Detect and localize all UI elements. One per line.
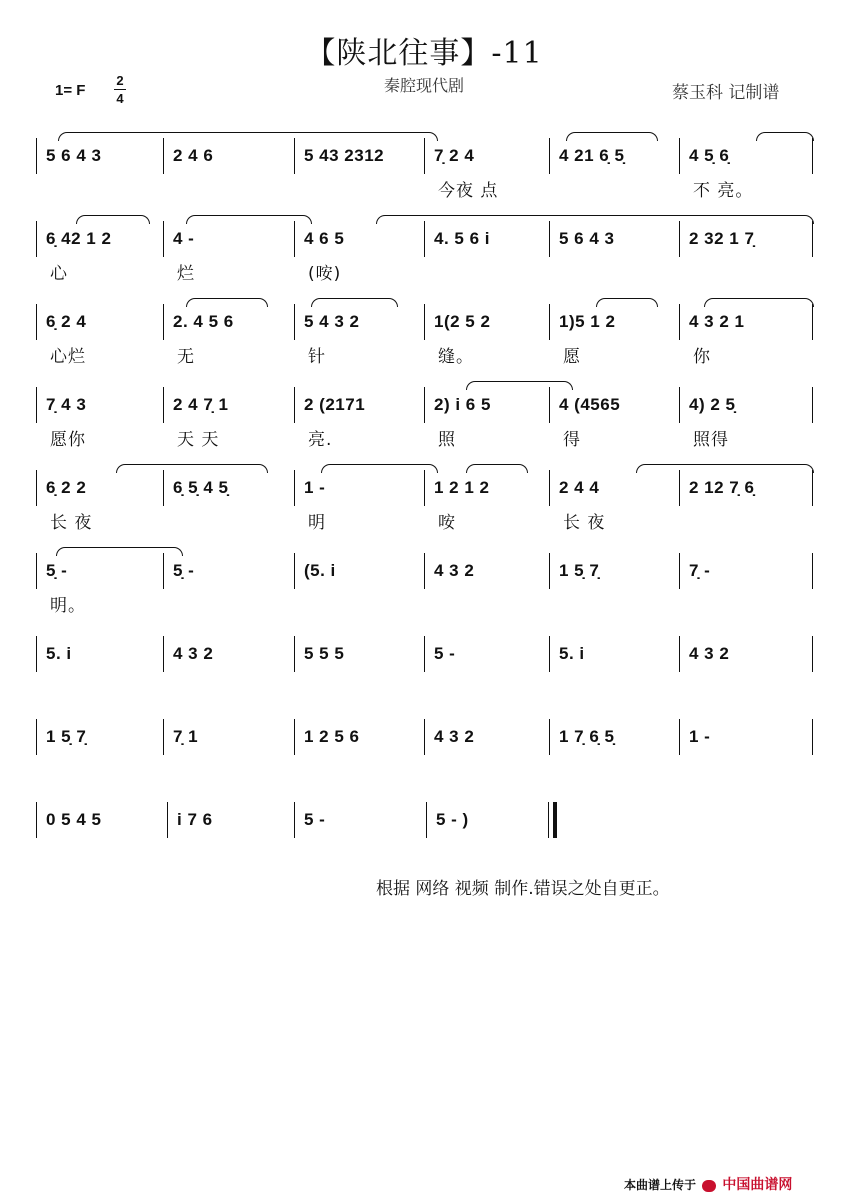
lyric-text: 照 (438, 430, 456, 450)
measure-notes: 4 (4565 (559, 395, 621, 414)
slur-mark (116, 464, 268, 473)
footer-credit (624, 1174, 792, 1194)
barline (36, 636, 37, 672)
time-signature-bottom: 4 (116, 91, 124, 106)
measure-notes: 1 5̣ 7̣ (559, 561, 600, 580)
barline (679, 387, 680, 423)
measure-notes: i 7 6 (177, 810, 213, 829)
lyric-text: 明。 (50, 596, 86, 616)
lyric-text: 今夜 点 (438, 181, 499, 201)
barline (163, 304, 164, 340)
lyric-text: 心烂 (50, 347, 86, 367)
barline (424, 221, 425, 257)
measure-notes: 4 3 2 1 (689, 312, 745, 331)
barline (424, 636, 425, 672)
barline (294, 470, 295, 506)
lyric-text: 明 (308, 513, 326, 533)
measure-notes: 5. i (559, 644, 585, 663)
barline (294, 387, 295, 423)
barline (812, 636, 813, 672)
score-subtitle: 秦腔现代剧 (383, 76, 464, 95)
barline (163, 553, 164, 589)
lyric-text: 得 (563, 430, 581, 450)
barline (679, 470, 680, 506)
measure-notes: 2 4 4 (559, 478, 600, 497)
score-system (36, 304, 816, 367)
barline (679, 719, 680, 755)
barline (548, 802, 549, 838)
barline (36, 719, 37, 755)
measure-notes: 4 3 2 (434, 727, 475, 746)
barline (812, 470, 813, 506)
measure-notes: 5̣ - (46, 561, 68, 580)
site-name: 中国曲谱网 (722, 1177, 793, 1193)
slur-mark (466, 464, 528, 473)
lyric-text: 你 (693, 347, 711, 367)
score-system (36, 553, 816, 616)
measure-notes: 2 32 1 7̣ (689, 229, 755, 248)
slur-mark (321, 464, 438, 473)
lyric-text: 长 夜 (563, 513, 606, 533)
barline (36, 221, 37, 257)
measure-notes: 5̣ - (173, 561, 195, 580)
lyric-text: 心 (50, 264, 68, 284)
measure-notes: 1 - (304, 478, 326, 497)
measure-notes: 4 3 2 (689, 644, 730, 663)
score-system (36, 802, 816, 862)
barline (679, 636, 680, 672)
barline (163, 470, 164, 506)
measure-notes: 5 6 4 3 (46, 146, 102, 165)
barline (294, 221, 295, 257)
lyric-text: 照得 (693, 430, 729, 450)
measure-notes: 1(2 5 2 (434, 312, 491, 331)
measure-notes: 1 7̣ 6̣ 5̣ (559, 727, 615, 746)
lyric-text: 咹 (438, 513, 456, 533)
slur-mark (76, 215, 150, 224)
score-title: 【陕北往事】-11 (305, 36, 543, 71)
score-system (36, 387, 816, 450)
measure-notes: 4) 2 5̣ (689, 395, 736, 414)
barline (163, 138, 164, 174)
barline (549, 387, 550, 423)
composer-credit: 蔡玉科 记制谱 (672, 83, 780, 103)
measure-notes: 7̣ 1 (173, 727, 199, 746)
score-system (36, 138, 816, 201)
barline (36, 802, 37, 838)
measure-notes: 5 6 4 3 (559, 229, 615, 248)
measure-notes: 6̣ 42 1 2 (46, 229, 112, 248)
slur-mark (186, 298, 268, 307)
measure-notes: 1 - (689, 727, 711, 746)
measure-notes: 5 4 3 2 (304, 312, 360, 331)
barline (424, 304, 425, 340)
barline (163, 387, 164, 423)
slur-mark (466, 381, 573, 390)
measure-notes: 4 3 2 (434, 561, 475, 580)
lyric-text: 无 (177, 347, 195, 367)
slur-mark (376, 215, 814, 224)
lyric-text: (咹) (308, 264, 342, 284)
barline (549, 470, 550, 506)
barline (36, 553, 37, 589)
measure-notes: 4 6 5 (304, 229, 345, 248)
lyric-text: 烂 (177, 264, 195, 284)
lyric-text: 亮. (308, 430, 333, 450)
barline (36, 138, 37, 174)
lyric-text: 愿你 (50, 430, 86, 450)
barline (812, 719, 813, 755)
lyric-text: 长 夜 (50, 513, 93, 533)
barline (812, 221, 813, 257)
slur-mark (566, 132, 658, 141)
lyric-text: 愿 (563, 347, 581, 367)
barline (294, 636, 295, 672)
barline (424, 719, 425, 755)
measure-notes: (5. i (304, 561, 336, 580)
measure-notes: 7̣ 2 4 (434, 146, 475, 165)
barline (294, 802, 295, 838)
measure-notes: 5 - ) (436, 810, 469, 829)
measure-notes: 7̣ 4 3 (46, 395, 87, 414)
barline (36, 304, 37, 340)
barline (424, 470, 425, 506)
slur-mark (58, 132, 438, 141)
slur-mark (186, 215, 312, 224)
measure-notes: 4 21 6̣ 5̣ (559, 146, 625, 165)
barline (426, 802, 427, 838)
barline (424, 138, 425, 174)
measure-notes: 1 5̣ 7̣ (46, 727, 87, 746)
barline (812, 387, 813, 423)
site-logo-icon (702, 1180, 716, 1192)
measure-notes: 4 3 2 (173, 644, 214, 663)
barline (549, 553, 550, 589)
final-barline (553, 802, 557, 838)
measure-notes: 6̣ 2 4 (46, 312, 87, 331)
lyric-text: 不 亮。 (693, 181, 754, 201)
footnote: 根据 网络 视频 制作.错误之处自更正。 (376, 879, 670, 899)
barline (679, 553, 680, 589)
measure-notes: 4. 5 6 i (434, 229, 490, 248)
barline (163, 719, 164, 755)
footer-upload-text: 本曲谱上传于 (624, 1178, 697, 1192)
measure-notes: 6̣ 2 2 (46, 478, 87, 497)
measure-notes: 1)5 1 2 (559, 312, 616, 331)
measure-notes: 2 (2171 (304, 395, 366, 414)
measure-notes: 1 2 5 6 (304, 727, 360, 746)
barline (812, 304, 813, 340)
score-system (36, 470, 816, 533)
measure-notes: 5 - (304, 810, 326, 829)
barline (549, 719, 550, 755)
time-signature-top: 2 (116, 73, 124, 88)
measure-notes: 2 12 7̣ 6̣ (689, 478, 755, 497)
measure-notes: 0 5 4 5 (46, 810, 102, 829)
barline (679, 221, 680, 257)
measure-notes: 2 4 7̣ 1 (173, 395, 229, 414)
measure-notes: 2) i 6 5 (434, 395, 491, 414)
barline (163, 221, 164, 257)
slur-mark (311, 298, 398, 307)
barline (679, 138, 680, 174)
slur-mark (756, 132, 814, 141)
barline (294, 304, 295, 340)
barline (36, 470, 37, 506)
barline (424, 553, 425, 589)
lyric-text: 缝。 (438, 347, 474, 367)
barline (167, 802, 168, 838)
measure-notes: 6̣ 5̣ 4 5̣ (173, 478, 229, 497)
barline (812, 138, 813, 174)
barline (36, 387, 37, 423)
barline (549, 304, 550, 340)
measure-notes: 5. i (46, 644, 72, 663)
barline (549, 221, 550, 257)
barline (812, 553, 813, 589)
score-system (36, 636, 816, 696)
measure-notes: 1 2 1 2 (434, 478, 490, 497)
lyric-text: 天 天 (177, 430, 220, 450)
time-signature (113, 72, 127, 107)
lyric-text: 针 (308, 347, 326, 367)
measure-notes: 5 - (434, 644, 456, 663)
barline (549, 636, 550, 672)
measure-notes: 4 - (173, 229, 195, 248)
key-signature: 1= F (55, 82, 86, 99)
slur-mark (596, 298, 658, 307)
barline (294, 553, 295, 589)
measure-notes: 4 5̣ 6̣ (689, 146, 730, 165)
measure-notes: 2. 4 5 6 (173, 312, 234, 331)
measure-notes: 7̣ - (689, 561, 711, 580)
barline (549, 138, 550, 174)
measure-notes: 2 4 6 (173, 146, 214, 165)
score-system (36, 719, 816, 779)
slur-mark (56, 547, 183, 556)
barline (424, 387, 425, 423)
score-system (36, 221, 816, 284)
barline (163, 636, 164, 672)
measure-notes: 5 43 2312 (304, 146, 385, 165)
barline (294, 138, 295, 174)
slur-mark (704, 298, 814, 307)
barline (294, 719, 295, 755)
barline (679, 304, 680, 340)
slur-mark (636, 464, 814, 473)
measure-notes: 5 5 5 (304, 644, 345, 663)
